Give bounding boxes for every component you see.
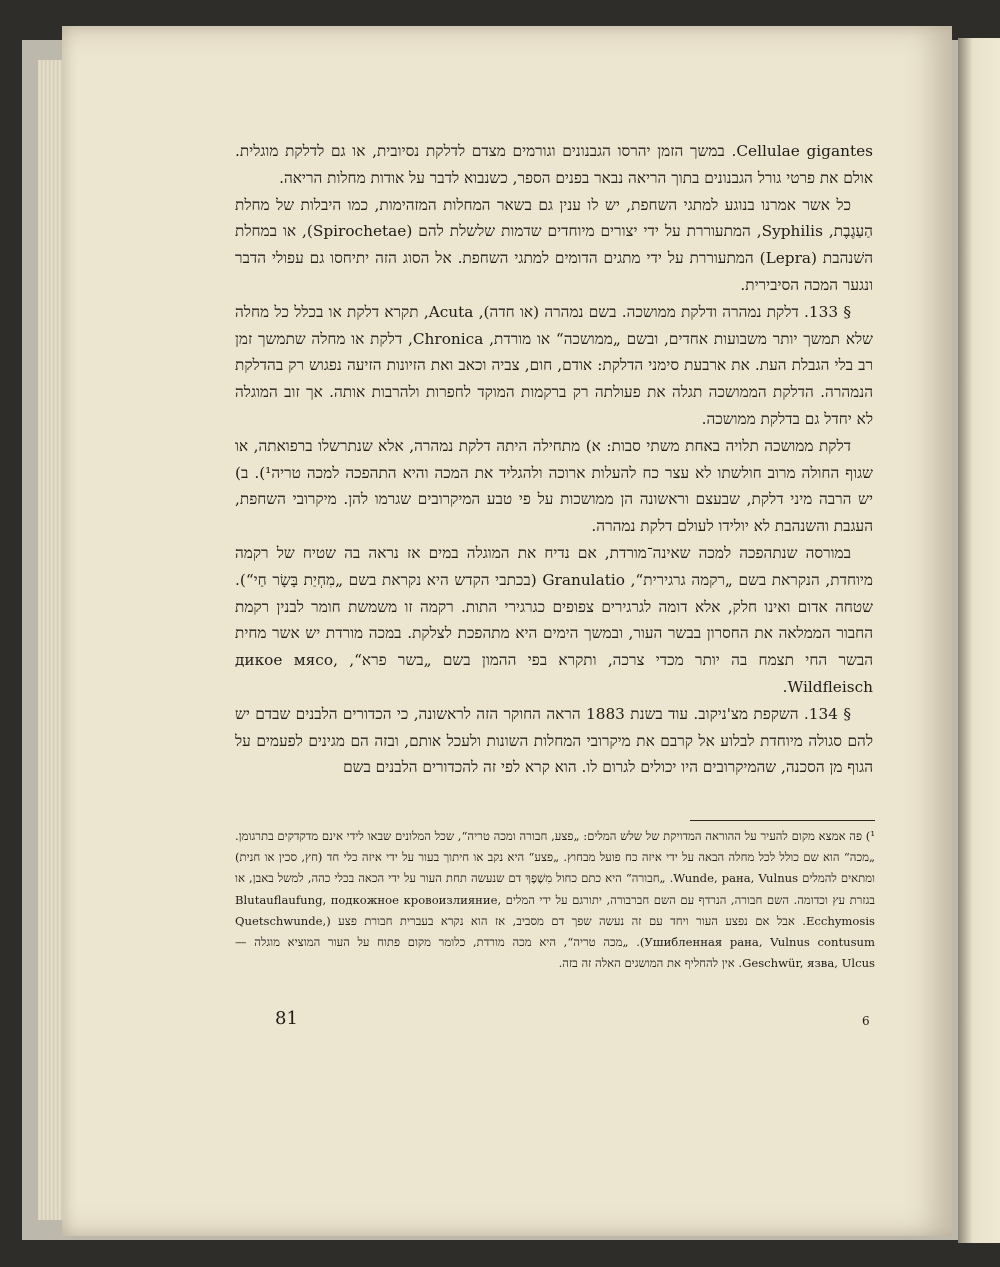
adjacent-page-edge	[958, 38, 1000, 1243]
paragraph-6: § 134. השקפת מצ'ניקוב. עוד בשנת 1883 הראה החוקר הזה לראשונה, כי הכדורים הלבנים שבדם יש להם סגולה מיוחדת לבלוע אל קרבם את מיקרובי המחלות השונות ולעכל אותם, ובזה הם מגינים לפעמים על הגוף מן הסכנה, שהמיקרובים היו יכולים לגרום לו. הוא קרא לפי זה להכדורים הלבנים בשם	[235, 704, 873, 777]
signature-mark: 6	[862, 1014, 870, 1028]
paragraph-1: Cellulae gigantes. במשך הזמן יהרסו הגבנונים וגורמים מצדם לדלקת נסיובית, או גם לדלקת מוגלית. אולם את פרטי גורל הגבנונים בתוך הריאה נבאר בפנים הספר, כשנבוא לדבר על אודות מחלות הריאה.	[235, 142, 873, 187]
footnote-rule	[690, 820, 875, 821]
paragraph-3: § 133. דלקת נמהרה ודלקת ממושכה. בשם נמהרה (או חדה), Acuta, תקרא דלקת או בכלל כל מחלה שלא תמשך יותר משבועות אחדים, ובשם „ממושכה“ או מורדת, Chronica, דלקת או מחלה שתמשך זמן רב בלי הגבלת העת. את ארבעת סימני הדלקת: אודם, חום, צביה וכאב ואת הזיונות הזיעה נפגוש רק בהדלקת הנמהרה. הדלקת הממושכה תגלה את פעולתה רק ברקמות המוקד לחפרות ולהרבות אותה. אך זוב המוגלה לא יחדל גם בדלקת ממושכה.	[235, 302, 873, 428]
paragraph-5: במורסה שנתהפכה למכה שאינה־מורדת, אם נדיח את המוגלה במים אז נראה בה שטיח של רקמה מיוחדת, הנקראת בשם „רקמה גרגירית“, Granulatio (בכתבי הקדש היא נקראת בשם „מִחְיַת בָּשָׂר חַי“). שטחה אדום ואינו חלק, אלא דומה לגרגירים צפופים כגרגירי התות. רקמה זו משמשת חומר לבנין רקמת החבור הממלאה את החסרון בבשר העור, ובמשך הימים היא מתהפכת לצלקת. במכה מורדת יש אשר מחית הבשר החי תצמח בה יותר מכדי צרכה, ותקרא בפי ההמון בשם „בשר פרא“, дикое мясо, Wildfleisch.	[235, 543, 873, 696]
page-number: 81	[275, 1008, 298, 1029]
paragraph-2: כל אשר אמרנו בנוגע למתגי השחפת, יש לו ענין גם בשאר המחלות המזהימות, כמו היבלות של מחלת הַעַגֶבֶת, Syphilis, המתעוררת על ידי יצורים מיוחדים שדמות שלשלת להם (Spirochetae), או במחלת השׁנהבת (Lepra) המתעוררת על ידי מתגים הדומים למתגי השחפת. אל הסוג הזה יתיחסו גם עפולי הדבר ונגער המכה הסיבירית.	[235, 195, 874, 294]
paragraph-4: דלקת ממושכה תלויה באחת משתי סבות: א) מתחילה היתה דלקת נמהרה, אלא שנתרשלו ברפואתה, או שגוף החולה מרוב חולשתו לא עצר כח להעלות ארוכה ולהגליד את המכה והיא התהפכה למכה טריה¹). ב) יש הרבה מיני דלקת, שבעצם וראשונה הן ממושכות על פי טבע המיקרובים שגרמו להן. מיקרובי השחפת, העגבת והשנהבת לא יולידו לעולם דלקת נמהרה.	[235, 436, 873, 536]
footnote	[235, 826, 875, 974]
footnote-text: ¹) פה אמצא מקום להעיר על ההוראה המדויקת של שלש המלים: „פצע, חבורה ומכה טריה“, שכל המלונים שבאו לידי אינם מדקדקים בתרגומן. „מכה“ הוא שם כולל לכל מחלה הבאה על ידי איזה כח פועל מבחוץ. „פצע“ היא נקב או חיתוך בעור על ידי איזה כלי חד (חץ, סכין או חנית) ומתאים להמלים Wunde, рана, Vulnus. „חבורה“ היא כתם כחול מִשֶׁפֶךְ דם שנעשה תחת העור על ידי הכאה בכלי כהה, למשל באבן, או בגזרת עץ וכדומה. השם חבורה, הנרדף עם השם חברבורה, יתורגם על ידי המלים Blutauflaufung, подкожное кровоизлияние, Ecchymosis. אבל אם נפצע העור ויחד עם זה נעשה שפך דם מסביב, אז הוא נקרא בעברית חבורת פצע (Quetschwunde, Ушибленная рана, Vulnus contusum). „מכה טריה“, היא מכה מורדת, כלומר מקום פתוח על העור המוציא מוגלה — Geschwür, язва, Ulcus. אין להחליף את המושגים האלה זה בזה.	[235, 829, 875, 971]
body-text	[235, 138, 873, 781]
